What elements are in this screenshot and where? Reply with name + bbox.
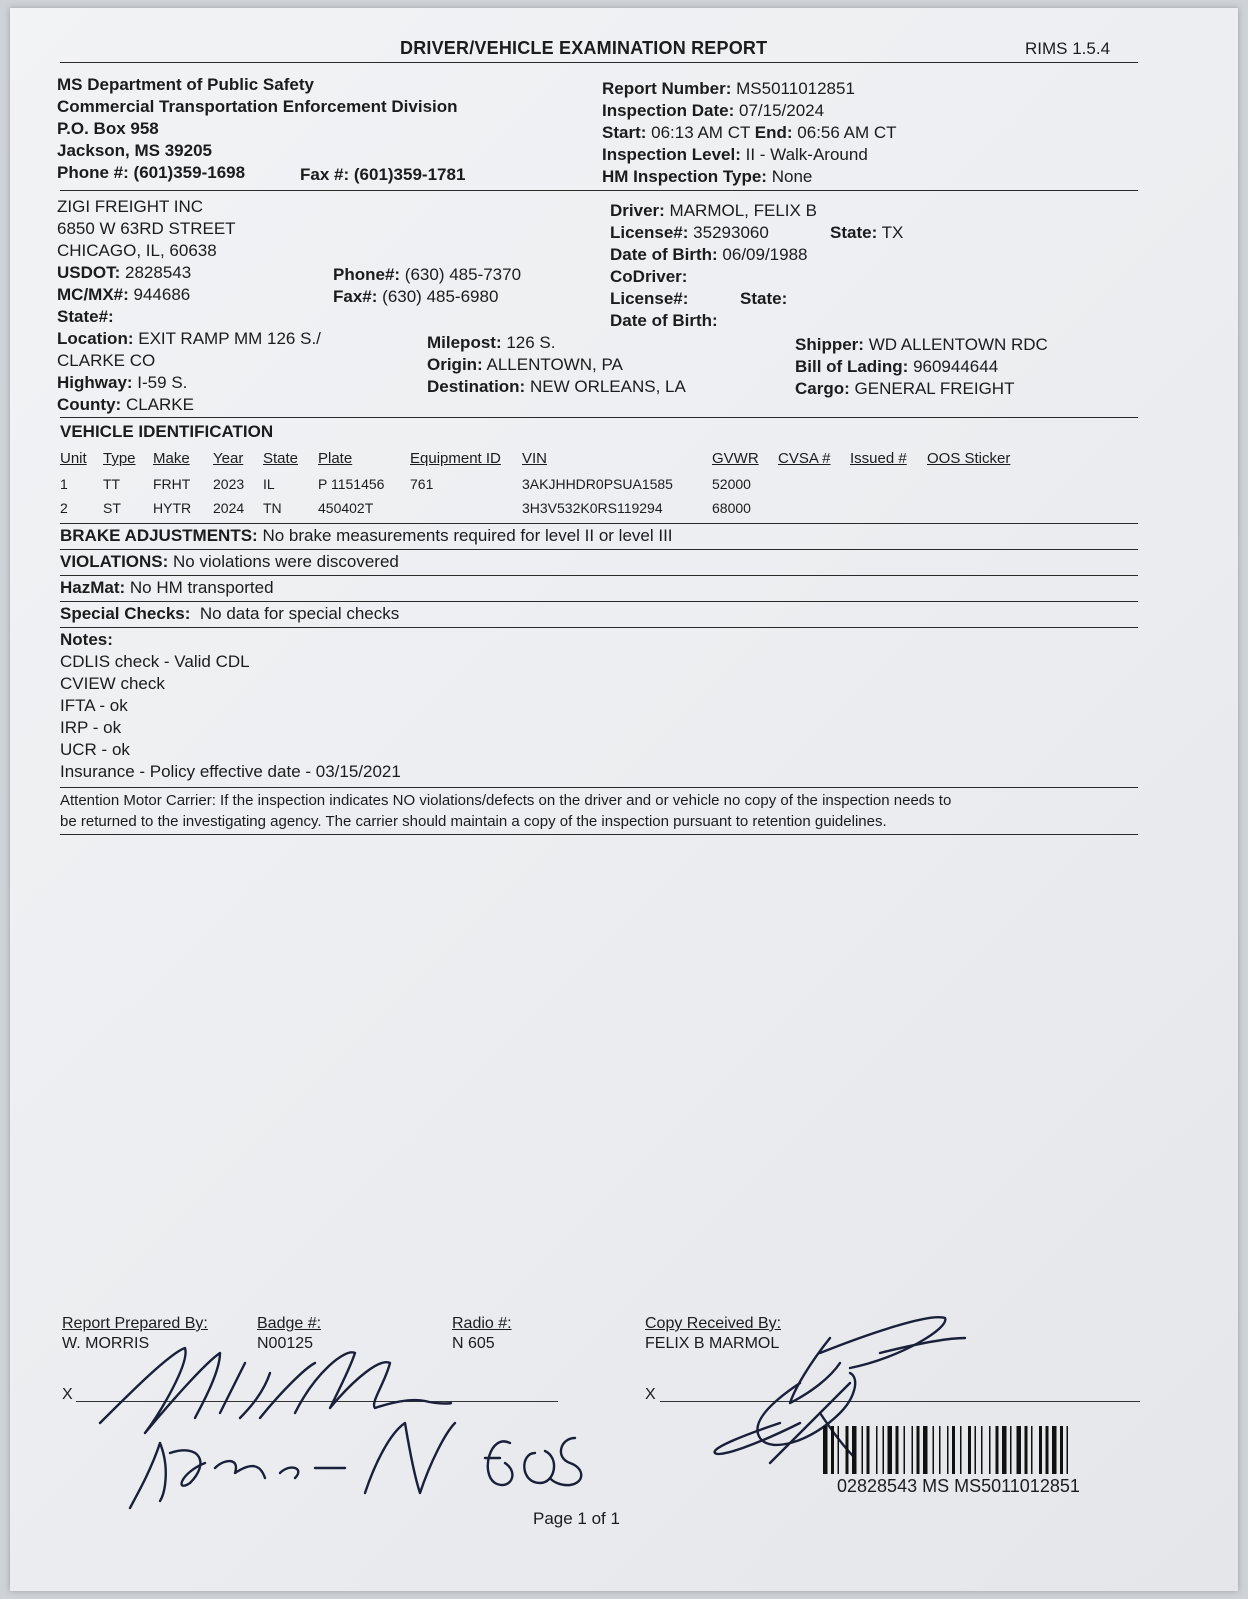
copy-received-name: FELIX B MARMOL [645,1335,780,1352]
notes-line: UCR - ok [60,740,130,759]
vehicle-table-cell: IL [263,476,275,492]
barcode-bar [838,1426,840,1474]
badge-number: N00125 [257,1335,314,1352]
agency-name: MS Department of Public Safety [57,75,314,94]
vehicle-table-cell: 450402T [318,500,374,516]
destination: Destination: NEW ORLEANS, LA [427,377,686,396]
barcode-bar [896,1426,899,1474]
vehicle-table-cell: 2023 [213,476,245,492]
vehicle-column-header: Type [103,450,136,467]
barcode-bar [904,1426,906,1474]
cargo: Cargo: GENERAL FREIGHT [795,379,1015,398]
origin: Origin: ALLENTOWN, PA [427,355,623,374]
barcode-bar [862,1426,864,1474]
barcode-bar [939,1426,941,1474]
vehicle-section-title: VEHICLE IDENTIFICATION [60,422,274,441]
barcode-bar [996,1426,999,1474]
barcode-bar [1025,1426,1028,1474]
agency-division: Commercial Transportation Enforcement Division [57,97,458,116]
vehicle-column-header: GVWR [712,450,759,467]
carrier-mc: MC/MX#: 944686 [57,285,191,304]
vehicle-table-cell: ST [103,500,121,516]
carrier-name: ZIGI FREIGHT INC [57,197,204,216]
notes-line: CVIEW check [60,674,165,693]
carrier-usdot: USDOT: 2828543 [57,263,192,282]
barcode-bar [1017,1426,1022,1474]
vehicle-column-header: Make [153,450,190,467]
vehicle-table-cell: TT [103,476,121,492]
violations: VIOLATIONS: No violations were discovered [60,552,399,571]
vehicle-table-cell: 3AKJHHDR0PSUA1585 [522,476,673,492]
driver-license: License#: 35293060 [610,223,769,242]
barcode-text: 02828543 MS MS5011012851 [837,1476,1080,1496]
notes-label: Notes: [60,630,113,649]
barcode-bar [846,1426,849,1474]
brake-adjustments: BRAKE ADJUSTMENTS: No brake measurements required for level II or level III [60,526,673,545]
vehicle-table-cell: FRHT [153,476,191,492]
barcode-bar [1031,1426,1033,1474]
vehicle-table-cell: 1 [60,476,68,492]
barcode-bar [912,1426,914,1474]
vehicle-table-cell: 2 [60,500,68,516]
report-number: Report Number: MS5011012851 [602,79,855,98]
barcode-bar [989,1426,991,1474]
attention-line-1: Attention Motor Carrier: If the inspection indicates NO violations/defects on the driver and or vehicle no copy of the inspection needs to [60,792,952,809]
driver-name: Driver: MARMOL, FELIX B [610,201,817,220]
vehicle-column-header: Unit [60,450,87,467]
barcode-icon [823,1426,1128,1476]
inspection-date: Inspection Date: 07/15/2024 [602,101,825,120]
barcode-bar [883,1426,885,1474]
barcode-bar [1010,1426,1012,1474]
signature-x-right: X [645,1386,656,1403]
notes-line: IRP - ok [60,718,122,737]
barcode-bar [1060,1426,1063,1474]
report-page [10,8,1238,1591]
page-number: Page 1 of 1 [533,1509,620,1528]
barcode-bar [823,1426,828,1474]
vehicle-column-header: Equipment ID [410,450,501,467]
report-title: DRIVER/VEHICLE EXAMINATION REPORT [400,38,768,58]
barcode-bar [923,1426,928,1474]
vehicle-table-cell: 2024 [213,500,245,516]
barcode-bar [981,1426,983,1474]
agency-city: Jackson, MS 39205 [57,141,212,160]
vehicle-column-header: VIN [522,450,548,467]
barcode-bar [888,1426,893,1474]
inspection-location-2: CLARKE CO [57,351,156,370]
driver-dob: Date of Birth: 06/09/1988 [610,245,808,264]
codriver-label: CoDriver: [610,267,688,286]
barcode-bar [960,1426,962,1474]
agency-po-box: P.O. Box 958 [57,119,159,138]
bill-of-lading: Bill of Lading: 960944644 [795,357,999,376]
highway: Highway: I-59 S. [57,373,188,392]
vehicle-column-header: OOS Sticker [927,450,1011,467]
vehicle-column-header: State [263,450,299,467]
vehicle-table-cell: 3H3V532K0RS119294 [522,500,663,516]
codriver-dob-label: Date of Birth: [610,311,718,330]
copy-received-label: Copy Received By: [645,1315,782,1332]
prepared-by-name: W. MORRIS [62,1335,150,1352]
barcode-bar [1039,1426,1042,1474]
codriver-state-label: State: [740,289,788,308]
county: County: CLARKE [57,395,194,414]
vehicle-table-cell: 68000 [712,500,751,516]
inspection-times: Start: 06:13 AM CT End: 06:56 AM CT [602,123,897,142]
software-version: RIMS 1.5.4 [1025,39,1111,58]
notes-line: CDLIS check - Valid CDL [60,652,250,671]
carrier-state-label: State#: [57,307,114,326]
barcode-bar [867,1426,870,1474]
hm-inspection-type: HM Inspection Type: None [602,167,813,186]
barcode-bar [1046,1426,1049,1474]
notes-line: IFTA - ok [60,696,128,715]
carrier-city: CHICAGO, IL, 60638 [57,241,217,260]
radio-number: N 605 [452,1335,495,1352]
shipper: Shipper: WD ALLENTOWN RDC [795,335,1048,354]
barcode-bar [975,1426,977,1474]
special-checks: Special Checks: No data for special checks [60,604,400,623]
attention-line-2: be returned to the investigating agency. The carrier should maintain a copy of the inspection pursuant to retention guidelines. [60,813,887,830]
barcode-bar [1002,1426,1007,1474]
vehicle-column-header: Issued # [850,450,907,467]
barcode-bar [831,1426,834,1474]
vehicle-table-cell: TN [263,500,282,516]
signature-x-left: X [62,1386,73,1403]
barcode-bar [876,1426,878,1474]
vehicle-column-header: CVSA # [778,450,831,467]
barcode-bar [852,1426,857,1474]
vehicle-table-cell: HYTR [153,500,192,516]
barcode-bar [1052,1426,1057,1474]
milepost: Milepost: 126 S. [427,333,556,352]
vehicle-column-header: Year [213,450,244,467]
barcode-bar [1067,1426,1069,1474]
agency-fax: Fax #: (601)359-1781 [300,165,466,184]
driver-license-state: State: TX [830,223,904,242]
barcode-bar [952,1426,955,1474]
carrier-fax: Fax#: (630) 485-6980 [333,287,499,306]
barcode-bar [933,1426,935,1474]
carrier-street: 6850 W 63RD STREET [57,219,236,238]
hazmat: HazMat: No HM transported [60,578,274,597]
inspector-signature-icon [90,1333,610,1523]
agency-phone: Phone #: (601)359-1698 [57,163,246,182]
inspection-level: Inspection Level: II - Walk-Around [602,145,868,164]
carrier-phone: Phone#: (630) 485-7370 [333,265,522,284]
barcode-bar [917,1426,920,1474]
prepared-by-label: Report Prepared By: [62,1315,208,1332]
vehicle-table-cell: 52000 [712,476,751,492]
radio-label: Radio #: [452,1315,512,1332]
codriver-license-label: License#: [610,289,689,308]
vehicle-table-cell: 761 [410,476,434,492]
barcode-bar [947,1426,949,1474]
vehicle-table-cell: P 1151456 [318,476,385,492]
notes-line: Insurance - Policy effective date - 03/15/2021 [60,762,401,781]
inspection-location: Location: EXIT RAMP MM 126 S./ [57,329,321,348]
barcode-bar [968,1426,971,1474]
vehicle-column-header: Plate [318,450,353,467]
badge-label: Badge #: [257,1315,322,1332]
